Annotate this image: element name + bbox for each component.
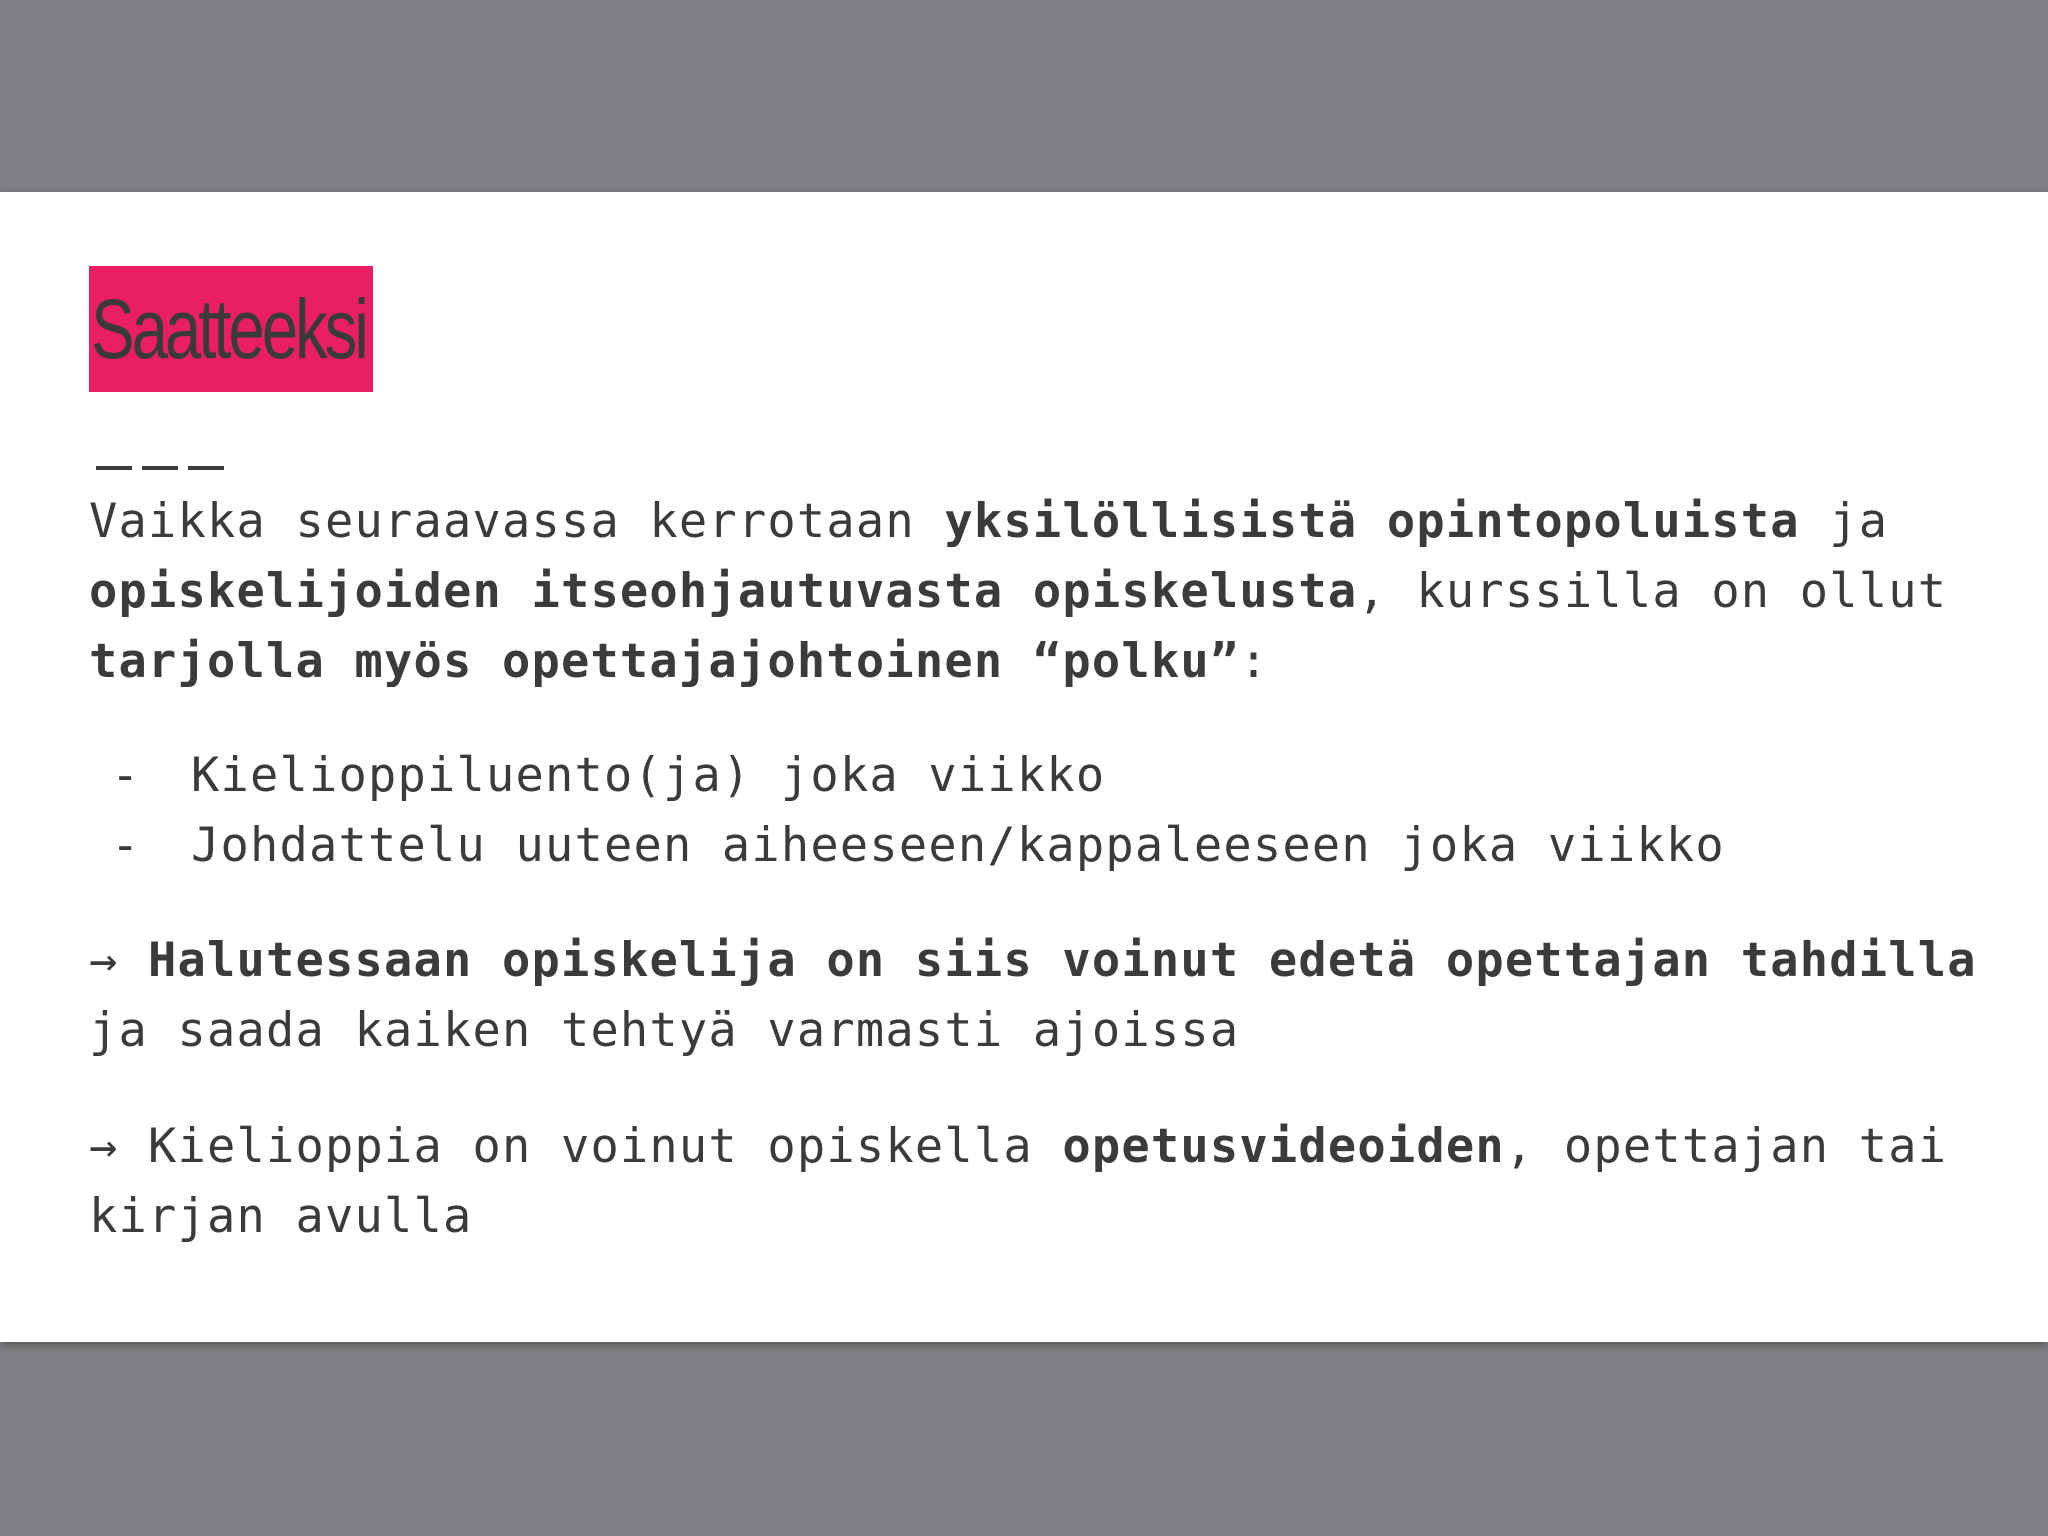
- arrow-icon: →: [89, 1119, 119, 1174]
- intro-text: ja: [1799, 494, 1918, 549]
- list-item-text: Kielioppiluento(ja) joka viikko: [191, 748, 1106, 803]
- point-paragraph: [89, 926, 2007, 1066]
- arrow-icon: →: [89, 933, 119, 988]
- intro-bold: opiskelijoiden itseohjautuvasta opiskelusta: [89, 564, 1358, 619]
- intro-bold: yksilöllisistä opintopoluista: [944, 494, 1800, 549]
- point-text: ja saada kaiken tehtyä varmasti ajoissa: [89, 933, 2007, 1058]
- intro-text: , kurssilla on ollut: [1357, 564, 1977, 619]
- dash-marker: -: [111, 748, 141, 803]
- point-bold: Halutessaan opiskelija on siis voinut edetä opettajan tahdilla: [148, 933, 1977, 988]
- intro-text: :: [1239, 634, 1269, 689]
- point-text: Kielioppia on voinut opiskella: [118, 1119, 1063, 1174]
- divider-segment: [188, 466, 224, 470]
- list-item: [89, 811, 1989, 881]
- point-text: , opettajan tai kirjan avulla: [89, 1119, 1977, 1244]
- intro-text: Vaikka seuraavassa kerrotaan: [89, 494, 945, 549]
- title-highlight: [89, 266, 373, 392]
- divider-segment: [142, 466, 178, 470]
- list-item-text: Johdattelu uuteen aiheeseen/kappaleeseen joka viikko: [191, 818, 1725, 873]
- spacer: [89, 1066, 1989, 1112]
- divider-segment: [96, 466, 132, 470]
- title-divider: [96, 466, 224, 470]
- point-bold: opetusvideoiden: [1062, 1119, 1505, 1174]
- intro-paragraph: [89, 487, 1989, 697]
- list-item: [89, 741, 1989, 811]
- slide-body: [89, 487, 2007, 1252]
- slide-title: Saatteeksi: [91, 281, 366, 376]
- point-paragraph: [89, 1112, 1989, 1252]
- bullet-list: [89, 741, 1989, 881]
- intro-bold: tarjolla myös opettajajohtoinen “polku”: [89, 634, 1240, 689]
- slide: [0, 192, 2048, 1342]
- dash-marker: -: [111, 818, 141, 873]
